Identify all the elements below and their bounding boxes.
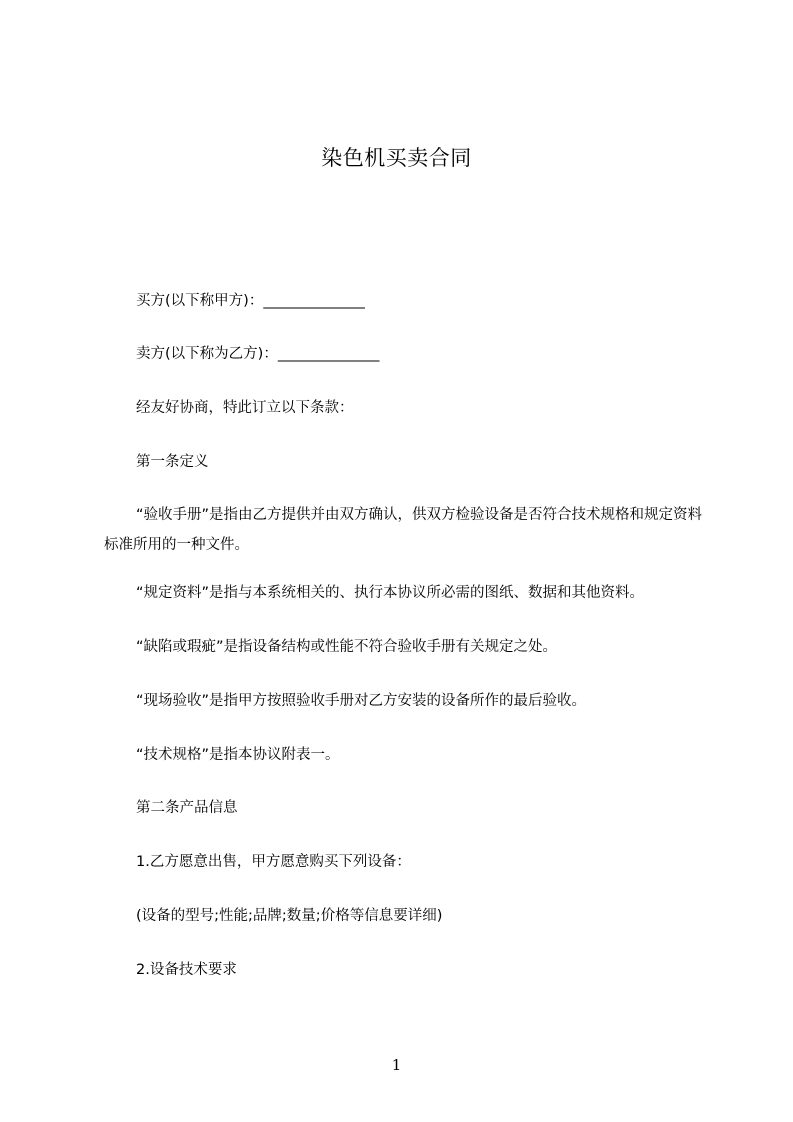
page-number: 1 xyxy=(391,1056,402,1074)
buyer-line: 买方(以下称甲方)：______________ xyxy=(136,293,365,309)
article-2-heading: 第二条产品信息 xyxy=(136,800,238,816)
article-2-item-1: 1.乙方愿意出售，甲方愿意购买下列设备： xyxy=(136,854,411,870)
definition-technical-spec: “技术规格”是指本协议附表一。 xyxy=(136,747,340,763)
document-title: 染色机买卖合同 xyxy=(321,146,472,170)
article-2-item-1-note: (设备的型号;性能;品牌;数量;价格等信息要详细) xyxy=(136,908,443,924)
article-2-item-2: 2.设备技术要求 xyxy=(136,962,237,978)
definition-defect: “缺陷或瑕疵”是指设备结构或性能不符合验收手册有关规定之处。 xyxy=(136,639,558,655)
definition-specified-data: “规定资料”是指与本系统相关的、执行本协议所必需的图纸、数据和其他资料。 xyxy=(136,585,645,601)
definition-site-acceptance: “现场验收”是指甲方按照验收手册对乙方安装的设备所作的最后验收。 xyxy=(136,693,587,709)
article-1-heading: 第一条定义 xyxy=(136,454,209,470)
definition-acceptance-manual: “验收手册”是指由乙方提供并由双方确认，供双方检验设备是否符合技术规格和规定资料标准所用的一种文件。 xyxy=(104,507,703,553)
seller-line: 卖方(以下称为乙方)：______________ xyxy=(136,346,380,362)
preamble: 经友好协商，特此订立以下条款： xyxy=(136,400,354,416)
